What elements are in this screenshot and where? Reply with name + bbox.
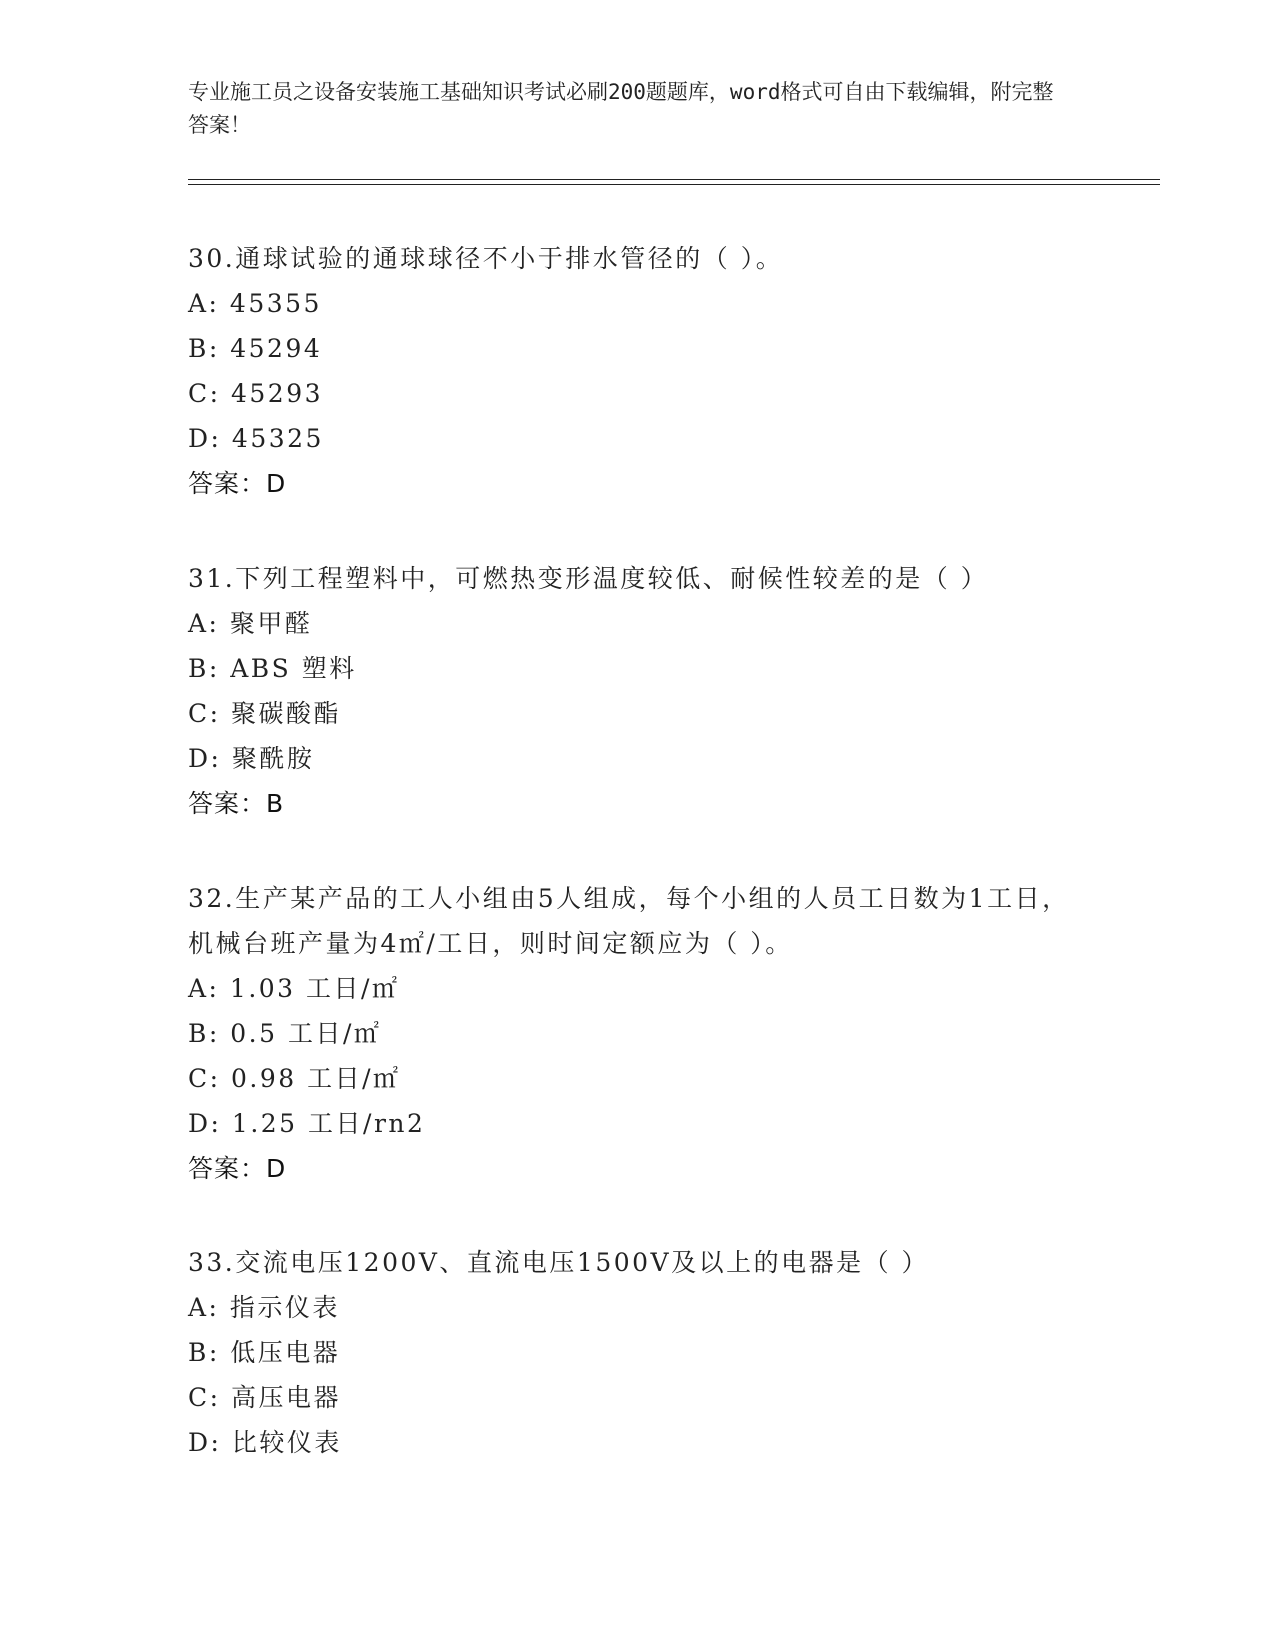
- answer: 答案：D: [188, 1154, 287, 1183]
- option-c: C: 聚碳酸酯: [188, 699, 341, 728]
- option-d: D: 1.25 工日/rn2: [188, 1109, 426, 1138]
- option-a: A: 聚甲醛: [188, 609, 313, 638]
- answer: 答案：B: [188, 789, 285, 818]
- question-stem: 31.下列工程塑料中，可燃热变形温度较低、耐候性较差的是（ ）: [188, 564, 989, 593]
- option-b: B: ABS 塑料: [188, 654, 357, 683]
- question-33: [188, 1240, 1088, 1465]
- question-31: [188, 556, 1088, 826]
- question-stem: 30.通球试验的通球球径不小于排水管径的（ ）。: [188, 244, 784, 273]
- document-header: 专业施工员之设备安装施工基础知识考试必刷200题题库，word格式可自由下载编辑，附完整答案！: [188, 80, 1054, 137]
- option-a: A: 45355: [188, 289, 322, 318]
- header-divider-top: [188, 179, 1160, 180]
- option-d: D: 比较仪表: [188, 1428, 342, 1457]
- question-32: [188, 876, 1088, 1191]
- option-b: B: 0.5 工日/㎡: [188, 1019, 382, 1048]
- option-a: A: 指示仪表: [188, 1293, 340, 1322]
- option-c: C: 0.98 工日/㎡: [188, 1064, 401, 1093]
- header-divider-bottom: [188, 184, 1160, 185]
- answer: 答案：D: [188, 469, 287, 498]
- option-c: C: 高压电器: [188, 1383, 341, 1412]
- option-a: A: 1.03 工日/㎡: [188, 974, 400, 1003]
- option-d: D: 聚酰胺: [188, 744, 315, 773]
- option-b: B: 低压电器: [188, 1338, 341, 1367]
- question-30: [188, 236, 1088, 506]
- option-d: D: 45325: [188, 424, 324, 453]
- option-c: C: 45293: [188, 379, 324, 408]
- question-stem: 33.交流电压1200V、直流电压1500V及以上的电器是（ ）: [188, 1248, 930, 1277]
- question-stem: 32.生产某产品的工人小组由5人组成，每个小组的人员工日数为1工日，机械台班产量为4㎡/工日，则时间定额应为（ ）。: [188, 884, 1070, 958]
- option-b: B: 45294: [188, 334, 323, 363]
